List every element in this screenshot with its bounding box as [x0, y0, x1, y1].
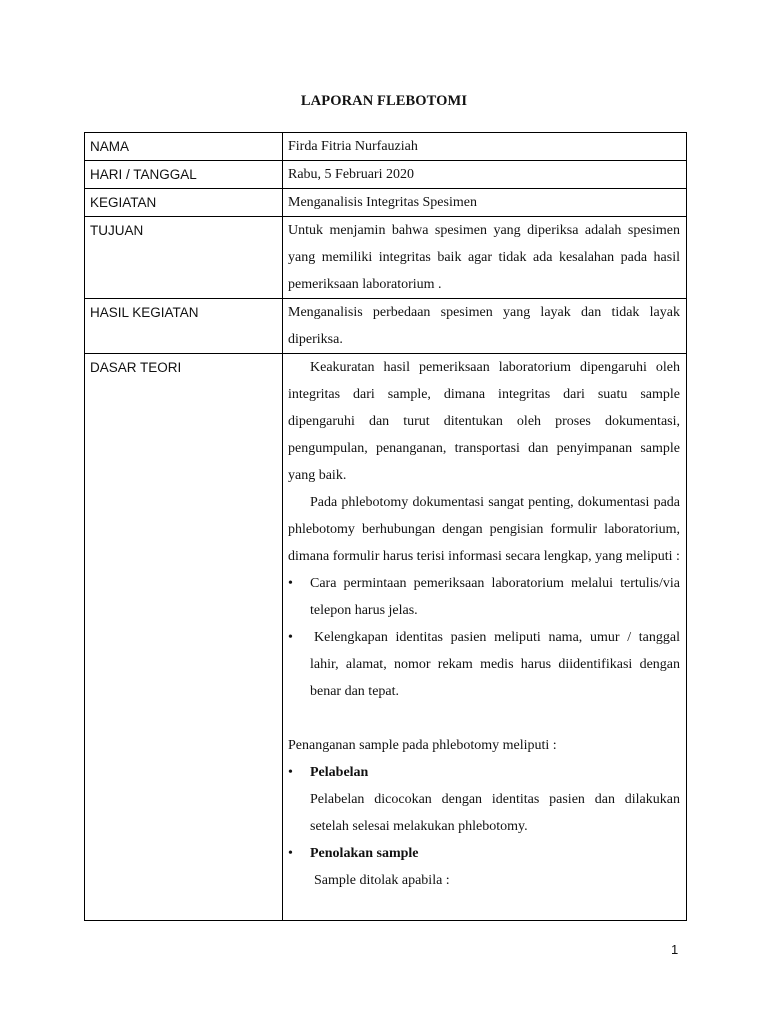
label-hasil-kegiatan: HASIL KEGIATAN	[85, 299, 283, 354]
paragraph-keakuratan: Keakuratan hasil pemeriksaan laboratorium dipengaruhi oleh integritas dari sample, dimana integritas dari suatu sample dipengaruhi dan turut ditentukan oleh proses dokumentasi, pengumpulan, penanganan, transportasi dan penyimpanan sample yang baik.	[288, 360, 680, 483]
bullet-icon: •	[288, 576, 293, 591]
value-hari-tanggal: Rabu, 5 Februari 2020	[283, 161, 687, 189]
row-tujuan	[85, 217, 687, 299]
list-item-text: Kelengkapan identitas pasien meliputi nama, umur / tanggal lahir, alamat, nomor rekam medis harus diidentifikasi dengan benar dan tepat.	[310, 630, 680, 699]
paragraph-dokumentasi: Pada phlebotomy dokumentasi sangat penting, dokumentasi pada phlebotomy berhubungan dengan pengisian formulir laboratorium, dimana formulir harus terisi informasi secara lengkap, yang meliputi :	[288, 495, 680, 564]
bullet-icon: •	[288, 765, 293, 780]
row-kegiatan	[85, 189, 687, 217]
value-hasil-kegiatan: Menganalisis perbedaan spesimen yang layak dan tidak layak diperiksa.	[283, 299, 687, 354]
list-item	[288, 570, 680, 624]
value-nama: Firda Fitria Nurfauziah	[283, 133, 687, 161]
label-tujuan: TUJUAN	[85, 217, 283, 299]
list-item	[288, 759, 680, 786]
paragraph-penanganan: Penanganan sample pada phlebotomy meliputi :	[288, 738, 557, 753]
row-hari-tanggal	[85, 161, 687, 189]
row-hasil-kegiatan	[85, 299, 687, 354]
bullet-icon: •	[288, 846, 293, 861]
penolakan-heading: Penolakan sample	[310, 846, 419, 861]
pelabelan-text: Pelabelan dicocokan dengan identitas pasien dan dilakukan setelah selesai melakukan phlebotomy.	[310, 792, 680, 834]
bullet-icon: •	[288, 630, 293, 645]
value-dasar-teori	[283, 354, 687, 921]
report-table	[84, 132, 687, 921]
label-hari-tanggal: HARI / TANGGAL	[85, 161, 283, 189]
spacer	[288, 705, 680, 732]
value-kegiatan: Menganalisis Integritas Spesimen	[283, 189, 687, 217]
label-kegiatan: KEGIATAN	[85, 189, 283, 217]
list-item	[288, 624, 680, 705]
value-tujuan: Untuk menjamin bahwa spesimen yang diperiksa adalah spesimen yang memiliki integritas baik agar tidak ada kesalahan pada hasil pemeriksaan laboratorium .	[283, 217, 687, 299]
penolakan-text: Sample ditolak apabila :	[314, 873, 450, 888]
label-dasar-teori: DASAR TEORI	[85, 354, 283, 921]
page-number: 1	[671, 942, 679, 957]
row-dasar-teori	[85, 354, 687, 921]
document-title: LAPORAN FLEBOTOMI	[300, 93, 468, 109]
list-item-text: Cara permintaan pemeriksaan laboratorium melalui tertulis/via telepon harus jelas.	[310, 576, 680, 618]
list-item	[288, 840, 680, 867]
label-nama: NAMA	[85, 133, 283, 161]
pelabelan-heading: Pelabelan	[310, 765, 369, 780]
row-nama	[85, 133, 687, 161]
